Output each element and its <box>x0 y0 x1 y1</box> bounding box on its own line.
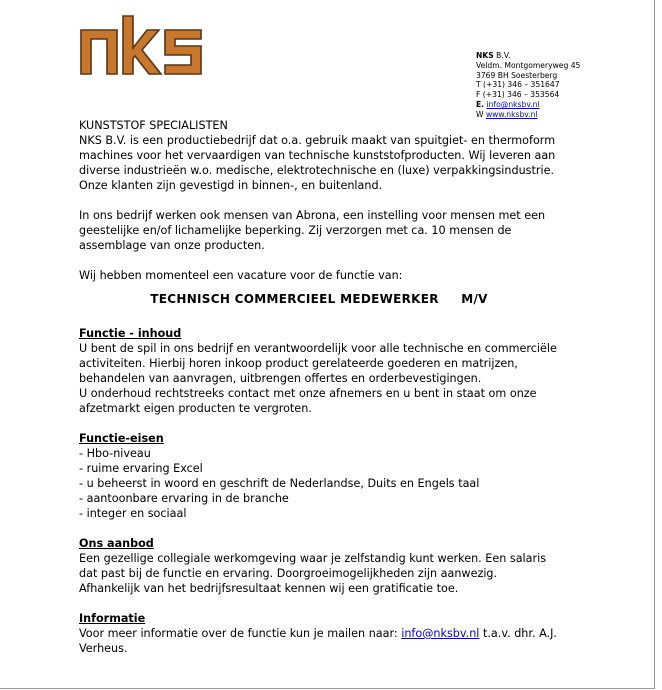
intro-paragraph-2: In ons bedrijf werken ook mensen van Abrona, een instelling voor mensen met een geestelijke en/of lichamelijke beperking. Zij verzorgen met ca. 10 mensen de assemblage van onze producten. <box>79 209 546 252</box>
intro-paragraph-1: NKS B.V. is een productiebedrijf dat o.a. gebruik maakt van spuitgiet- en thermoform machines voor het vervaardigen van technische kunststofproducten. Wij leveren aan diverse industrieën w.o. medische, elektrotechnische en (luxe) verpakkingsindustrie. Onze klanten zijn gevestigd in binnen-, en buitenland. <box>79 134 556 192</box>
list-item: - Hbo-niveau <box>79 447 151 460</box>
email-line: E. info@nksbv.nl <box>476 99 540 109</box>
phone-line: T (+31) 346 – 351647 <box>476 80 560 90</box>
list-item: - ruime ervaring Excel <box>79 462 203 475</box>
functie-eisen-title: Functie-eisen <box>79 432 164 445</box>
functie-inhoud-title: Functie - inhoud <box>79 327 182 340</box>
informatie-title: Informatie <box>79 612 146 625</box>
intro-paragraph-3: Wij hebben momenteel een vacature voor de functie van: <box>79 269 403 282</box>
functie-inhoud-paragraph-1: U bent de spil in ons bedrijf en verantwoordelijk voor alle technische en commerciële activiteiten. Hierbij horen inkoop product gerelateerde goederen en matrijzen, behandelen van aanvragen, uitbrengen offertes en orderbevestigingen. <box>79 342 557 385</box>
list-item: - u beheerst in woord en geschrift de Nederlandse, Duits en Engels taal <box>79 477 480 490</box>
street-line: Veldm. Montgomeryweg 45 <box>476 60 581 70</box>
document-body <box>79 118 559 656</box>
nks-logo <box>79 14 203 76</box>
tagline: KUNSTSTOF SPECIALISTEN <box>79 119 228 132</box>
fax-line: F (+31) 346 – 353564 <box>476 90 560 100</box>
web-line: W www.nksbv.nl <box>476 109 538 119</box>
functie-inhoud-paragraph-2: U onderhoud rechtstreeks contact met onze afnemers en u bent in staat om onze afzetmarkt eigen producten te vergroten. <box>79 387 537 415</box>
list-item: - integer en sociaal <box>79 507 187 520</box>
city-line: 3769 BH Soesterberg <box>476 70 558 80</box>
list-item: - aantoonbare ervaring in de branche <box>79 492 289 505</box>
header-web-link[interactable]: www.nksbv.nl <box>485 109 538 119</box>
informatie-paragraph: Voor meer informatie over de functie kun je mailen naar: info@nksbv.nl t.a.v. dhr. A.J. Verheus. <box>79 627 557 655</box>
aanbod-title: Ons aanbod <box>79 537 154 550</box>
company-address <box>476 51 580 120</box>
job-title: TECHNISCH COMMERCIEEL MEDEWERKER <box>150 292 439 306</box>
header-email-link[interactable]: info@nksbv.nl <box>486 99 540 109</box>
job-gender: M/V <box>461 292 488 306</box>
job-title-heading <box>79 292 559 307</box>
aanbod-paragraph: Een gezellige collegiale werkomgeving waar je zelfstandig kunt werken. Een salaris dat past bij de functie en ervaring. Doorgroeimogelijkheden zijn aanwezig. Afhankelijk van het bedrijfsresultaat kennen wij een gratificatie toe. <box>79 552 547 595</box>
contact-email-link[interactable]: info@nksbv.nl <box>401 627 480 640</box>
company-name-line: NKS B.V. <box>476 51 511 60</box>
